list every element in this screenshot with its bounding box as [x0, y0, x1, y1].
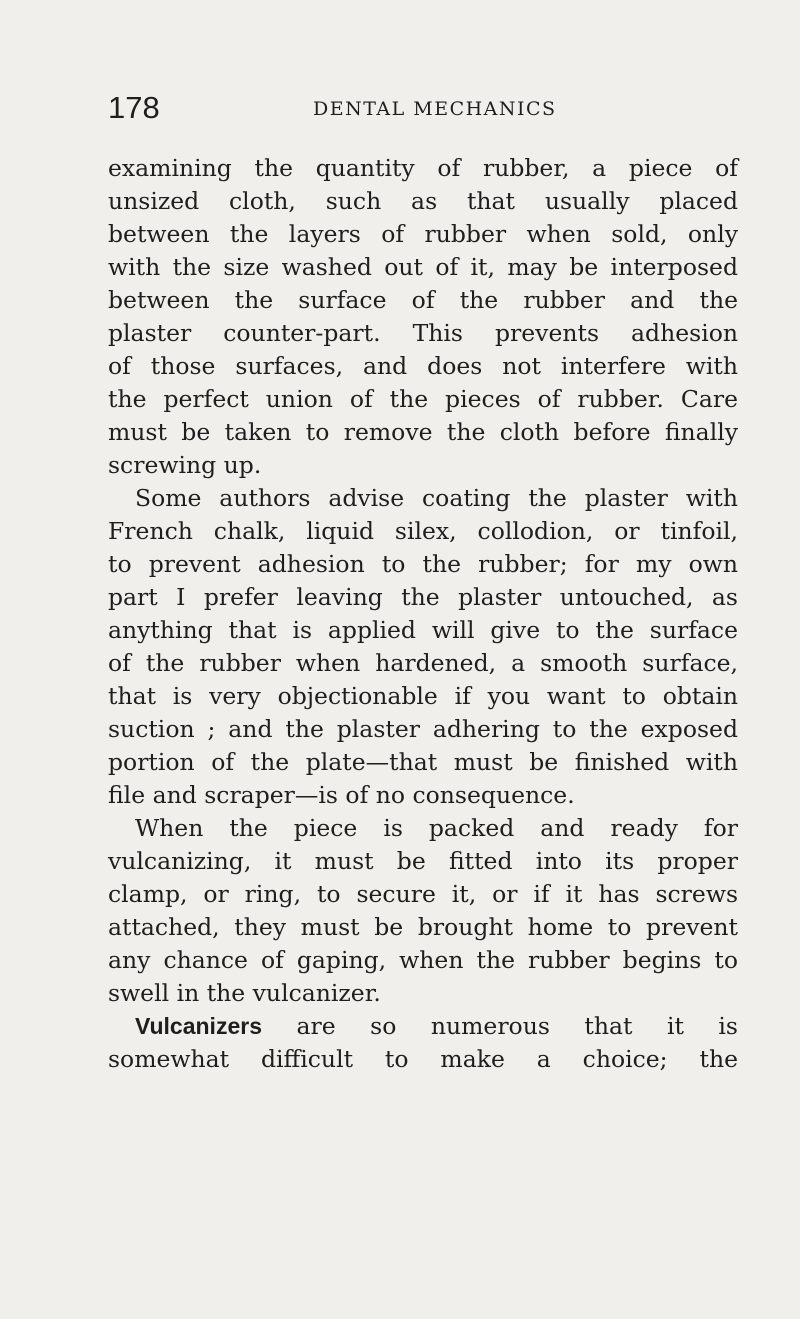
- text-line: screwing up.: [108, 451, 262, 479]
- text-line: French chalk, liquid silex, collodion, or tinfoil,: [108, 517, 738, 545]
- text-line: part I prefer leaving the plaster untouched, as: [108, 583, 738, 611]
- text-line: attached, they must be brought home to prevent: [108, 913, 738, 941]
- text-line: must be taken to remove the cloth before finally: [108, 418, 738, 446]
- text-line: [135, 1010, 738, 1042]
- text-line: swell in the vulcanizer.: [108, 979, 381, 1007]
- page-number: 178: [108, 90, 160, 125]
- text-line: Some authors advise coating the plaster with: [135, 484, 738, 512]
- page-header: [108, 88, 738, 128]
- text-line: the perfect union of the pieces of rubber. Care: [108, 385, 738, 413]
- text-line: of the rubber when hardened, a smooth surface,: [108, 649, 738, 677]
- text-line: with the size washed out of it, may be interposed: [108, 253, 738, 281]
- text-line: file and scraper—is of no consequence.: [108, 781, 575, 809]
- text-line: vulcanizing, it must be fitted into its proper: [108, 847, 738, 875]
- text-line: somewhat difficult to make a choice; the: [108, 1045, 738, 1073]
- text-line: unsized cloth, such as that usually placed: [108, 187, 738, 215]
- text-line: plaster counter-part. This prevents adhesion: [108, 319, 738, 347]
- text-line: suction ; and the plaster adhering to the exposed: [108, 715, 738, 743]
- text-line: between the surface of the rubber and the: [108, 286, 738, 314]
- text-line: examining the quantity of rubber, a piece of: [108, 154, 738, 182]
- text-line: to prevent adhesion to the rubber; for my own: [108, 550, 738, 578]
- section-lead-term: Vulcanizers: [135, 1013, 262, 1039]
- text-line: between the layers of rubber when sold, only: [108, 220, 738, 248]
- text-line-continuation: are so numerous that it is: [296, 1012, 738, 1040]
- text-line: clamp, or ring, to secure it, or if it has screws: [108, 880, 738, 908]
- running-title: DENTAL MECHANICS: [313, 98, 557, 120]
- text-line: anything that is applied will give to the surface: [108, 616, 738, 644]
- text-line: of those surfaces, and does not interfere with: [108, 352, 738, 380]
- text-line: portion of the plate—that must be finished with: [108, 748, 738, 776]
- text-line: that is very objectionable if you want to obtain: [108, 682, 738, 710]
- text-line: When the piece is packed and ready for: [135, 814, 738, 842]
- text-line: any chance of gaping, when the rubber begins to: [108, 946, 738, 974]
